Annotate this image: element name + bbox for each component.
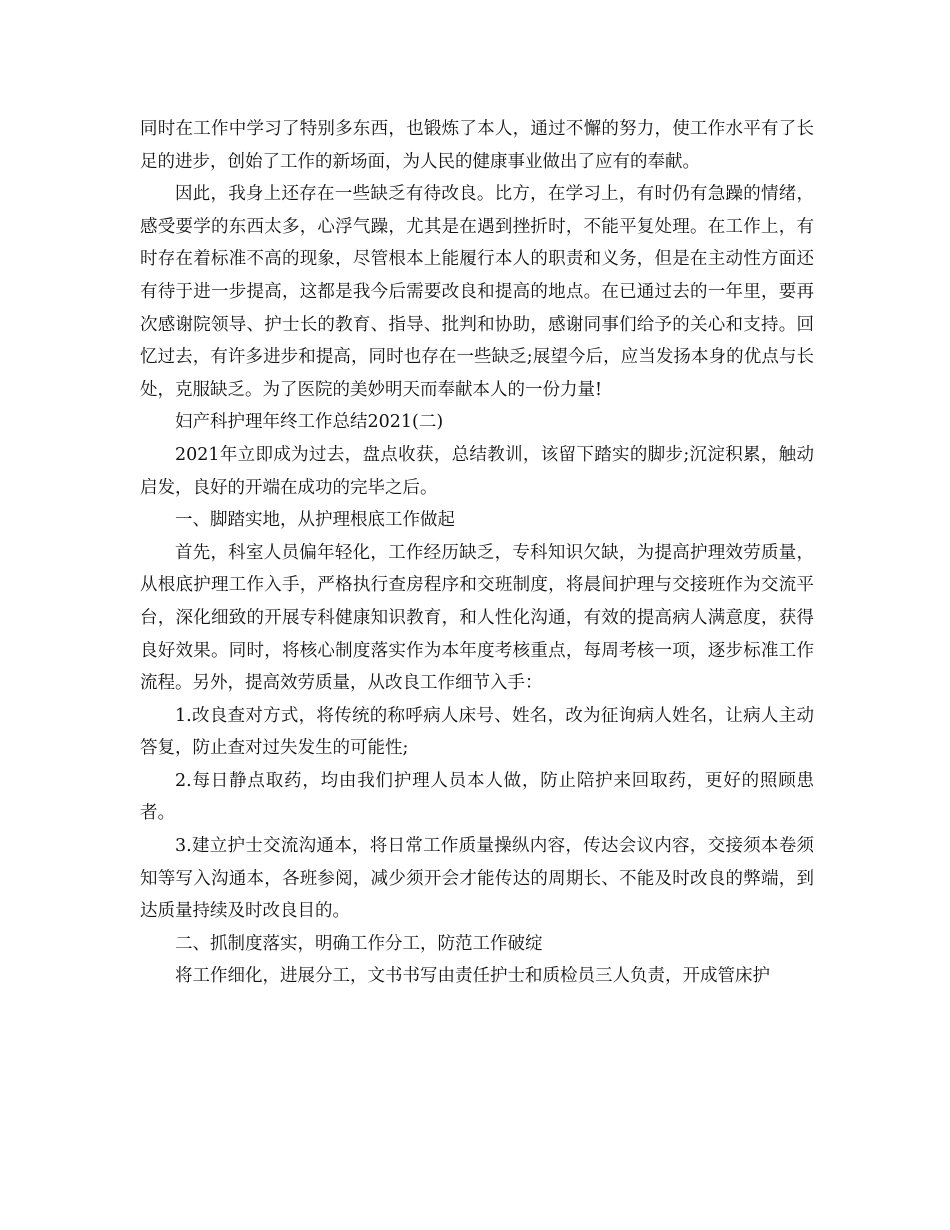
paragraph-4: 首先，科室人员偏年轻化，工作经历缺乏，专科知识欠缺，为提高护理效劳质量，从根底护理工作入手，严格执行查房程序和交班制度，将晨间护理与交接班作为交流平台，深化细致的开展专科健康知识教育，和人性化沟通，有效的提高病人满意度，获得良好效果。同时，将核心制度落实作为本年度考核重点，每周考核一项，逐步标准工作流程。另外，提高效劳质量，从改良工作细节入手： xyxy=(140,542,814,694)
list-item-2: 2.每日静点取药，均由我们护理人员本人做，防止陪护来回取药，更好的照顾患者。 xyxy=(140,770,814,824)
paragraph-1: 同时在工作中学习了特别多东西，也锻炼了本人，通过不懈的努力，使工作水平有了长足的进步，创始了工作的新场面，为人民的健康事业做出了应有的奉献。 xyxy=(140,119,814,172)
paragraph-5: 将工作细化，进展分工，文书书写由责任护士和质检员三人负责，开成管床护 xyxy=(175,966,770,987)
section-title: 妇产科护理年终工作总结2021(二) xyxy=(175,412,444,433)
paragraph-3: 2021年立即成为过去，盘点收获，总结教训，该留下踏实的脚步;沉淀积累，触动启发，良好的开端在成功的完毕之后。 xyxy=(140,444,814,498)
list-item-1: 1.改良查对方式，将传统的称呼病人床号、姓名，改为征询病人姓名，让病人主动答复，防止查对过失发生的可能性; xyxy=(140,705,814,759)
heading-1: 一、脚踏实地，从护理根底工作做起 xyxy=(175,510,455,531)
paragraph-2: 因此，我身上还存在一些缺乏有待改良。比方，在学习上，有时仍有急躁的情绪，感受要学的东西太多，心浮气躁，尤其是在遇到挫折时，不能平复处理。在工作上，有时存在着标准不高的现象，尽管根本上能履行本人的职责和义务，但是在主动性方面还有待于进一步提高，这都是我今后需要改良和提高的地点。在已通过去的一年里，要再次感谢院领导、护士长的教育、指导、批判和协助，感谢同事们给予的关心和支持。回忆过去，有许多进步和提高，同时也存在一些缺乏;展望今后，应当发扬本身的优点与长处，克服缺乏。为了医院的美妙明天而奉献本人的一份力量! xyxy=(140,184,814,400)
list-item-3: 3.建立护士交流沟通本，将日常工作质量操纵内容，传达会议内容，交接须本卷须知等写入沟通本，各班参阅，减少须开会才能传达的周期长、不能及时改良的弊端，到达质量持续及时改良目的。 xyxy=(140,836,814,922)
document-page xyxy=(140,113,814,993)
heading-2: 二、抓制度落实，明确工作分工，防范工作破绽 xyxy=(175,933,543,954)
